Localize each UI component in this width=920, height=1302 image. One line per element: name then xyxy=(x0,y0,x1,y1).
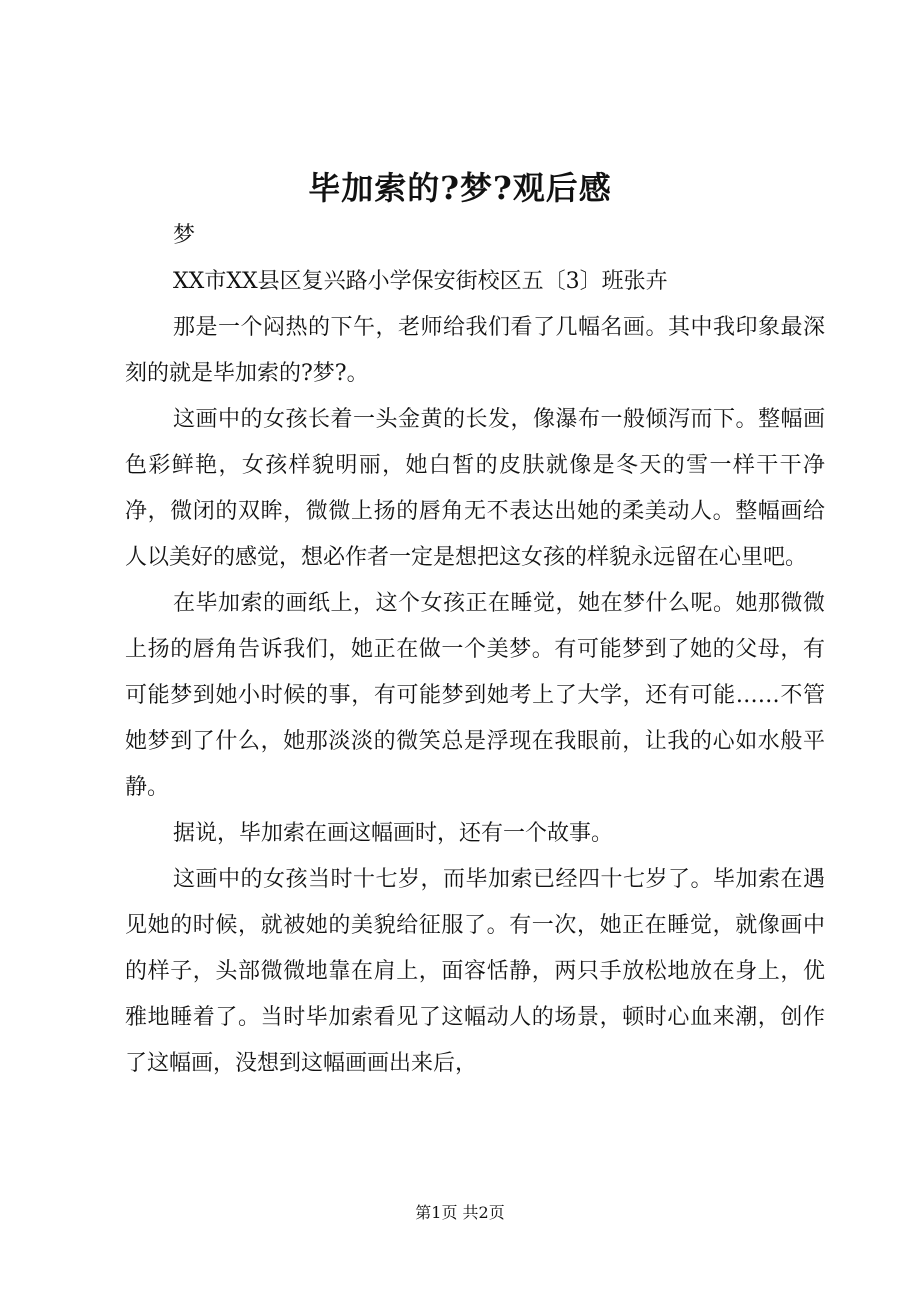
paragraph-heading: 梦 xyxy=(173,223,196,248)
paragraph: 这画中的女孩当时十七岁，而毕加索已经四十七岁了。毕加索在遇见她的时候，就被她的美貌给征服了。有一次，她正在睡觉，就像画中的样子，头部微微地靠在肩上，面容恬静，两只手放松地放在身上，优雅地睡着了。当时毕加索看见了这幅动人的场景，顿时心血来潮，创作了这幅画，没想到这幅画画出来后， xyxy=(125,867,825,1076)
page-footer: 第1页 共2页 xyxy=(415,1203,505,1222)
document-title: 毕加索的?梦?观后感 xyxy=(308,169,612,207)
paragraph: 那是一个闷热的下午，老师给我们看了几幅名画。其中我印象最深刻的就是毕加索的?梦?。 xyxy=(125,315,825,386)
paragraph: 这画中的女孩长着一头金黄的长发，像瀑布一般倾泻而下。整幅画色彩鲜艳，女孩样貌明丽，她白皙的皮肤就像是冬天的雪一样干干净净，微闭的双眸，微微上扬的唇角无不表达出她的柔美动人。整幅画给人以美好的感觉，想必作者一定是想把这女孩的样貌永远留在心里吧。 xyxy=(125,407,825,570)
document-body xyxy=(125,213,825,1087)
paragraph: 在毕加索的画纸上，这个女孩正在睡觉，她在梦什么呢。她那微微上扬的唇角告诉我们，她正在做一个美梦。有可能梦到了她的父母，有可能梦到她小时候的事，有可能梦到她考上了大学，还有可能……不管她梦到了什么，她那淡淡的微笑总是浮现在我眼前，让我的心如水般平静。 xyxy=(125,591,825,800)
paragraph: 据说，毕加索在画这幅画时，还有一个故事。 xyxy=(173,821,614,846)
paragraph-author: XX市XX县区复兴路小学保安街校区五〔3〕班张卉 xyxy=(173,269,668,294)
